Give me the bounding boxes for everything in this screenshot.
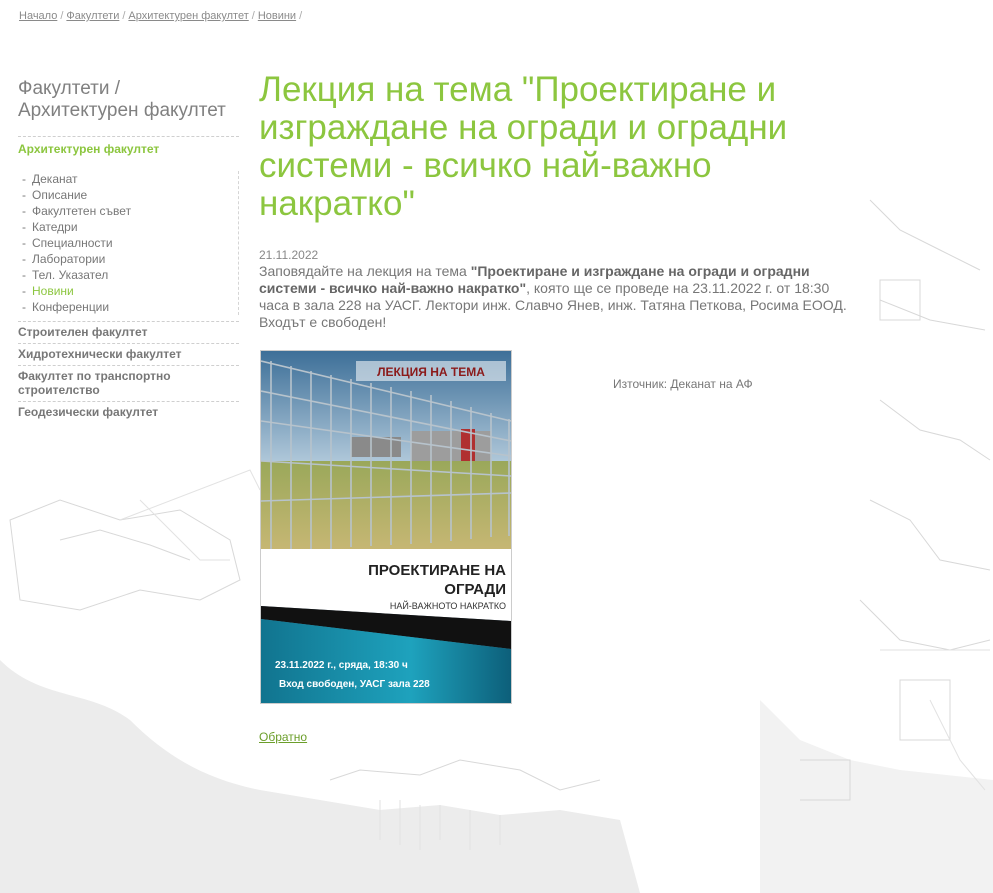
sidebar [18, 78, 239, 423]
sidebar-active-faculty[interactable]: Архитектурен факултет [18, 142, 160, 156]
sidebar-faculty-geodesy[interactable]: Геодезически факултет [18, 405, 159, 419]
article-body-intro: Заповядайте на лекция на тема [259, 263, 471, 279]
sidebar-title: Факултети / Архитектурен факултет [18, 78, 226, 121]
sidebar-item-label: Деканат [32, 172, 78, 186]
poster-title-line1: ПРОЕКТИРАНЕ НА [368, 562, 506, 579]
breadcrumb-separator: / [299, 10, 303, 22]
breadcrumb [19, 10, 305, 22]
sidebar-item-label: Лаборатории [32, 252, 106, 266]
article-date: 21.11.2022 [259, 248, 319, 262]
sidebar-item-label: Описание [32, 188, 88, 202]
breadcrumb-link-architecture[interactable]: Архитектурен факултет [128, 10, 249, 22]
sidebar-item-label: Катедри [32, 220, 78, 234]
sidebar-faculty-civil[interactable]: Строителен факултет [18, 325, 148, 339]
sidebar-subnav [18, 171, 239, 315]
sidebar-item-news[interactable]: - Новини [22, 284, 74, 298]
sidebar-item-label: Факултетен съвет [32, 204, 132, 218]
sidebar-item-label: Специалности [32, 236, 113, 250]
sidebar-item-description[interactable]: - Описание [22, 188, 88, 202]
poster-artwork [261, 351, 511, 703]
sidebar-item-faculty-council[interactable]: - Факултетен съвет [22, 204, 132, 218]
breadcrumb-separator: / [60, 10, 64, 22]
poster-subtitle: НАЙ-ВАЖНОТО НАКРАТКО [389, 601, 506, 611]
article-body-topic: "Проектиране и изграждане на огради и оградни системи - всичко най-важно накратко" [259, 263, 810, 296]
sidebar-faculty-transport[interactable]: Факултет по транспортно строителство [18, 369, 171, 397]
breadcrumb-link-faculties[interactable]: Факултети [66, 10, 120, 22]
poster-date: 23.11.2022 г., сряда, 18:30 ч [275, 660, 408, 671]
sidebar-faculty-hydrotechnical[interactable]: Хидротехнически факултет [18, 347, 182, 361]
breadcrumb-separator: / [122, 10, 126, 22]
sidebar-item-dean-office[interactable]: - Деканат [22, 172, 78, 186]
article-body [259, 263, 849, 331]
sidebar-item-laboratories[interactable]: - Лаборатории [22, 252, 106, 266]
article-body-details: , която ще се проведе на 23.11.2022 г. от 18:30 часа в зала 228 на УАСГ. Лектори инж. Славчо Янев, инж. Татяна Петкова, Росима ЕООД. Входът е свободен! [259, 280, 847, 330]
breadcrumb-link-home[interactable]: Начало [19, 10, 58, 22]
sidebar-item-phone-directory[interactable]: - Тел. Указател [22, 268, 109, 282]
sidebar-item-departments[interactable]: - Катедри [22, 220, 78, 234]
sidebar-item-specialties[interactable]: - Специалности [22, 236, 113, 250]
article-source: Източник: Деканат на АФ [613, 377, 753, 391]
back-link[interactable]: Обратно [259, 730, 308, 744]
sidebar-item-conferences[interactable]: - Конференции [22, 300, 110, 314]
poster-venue: Вход свободен, УАСГ зала 228 [279, 679, 430, 690]
article-title: Лекция на тема "Проектиране и изграждане на огради и оградни системи - всичко най-важно накратко" [259, 70, 788, 223]
poster-title-line2: ОГРАДИ [444, 581, 506, 598]
sidebar-item-label: Конференции [32, 300, 110, 314]
breadcrumb-link-news[interactable]: Новини [257, 10, 297, 22]
sidebar-item-label: Новини [32, 284, 74, 298]
article [259, 71, 859, 331]
lecture-poster-image[interactable] [260, 350, 512, 704]
breadcrumb-separator: / [251, 10, 255, 22]
sidebar-item-label: Тел. Указател [32, 268, 109, 282]
poster-header: ЛЕКЦИЯ НА ТЕМА [377, 365, 485, 379]
